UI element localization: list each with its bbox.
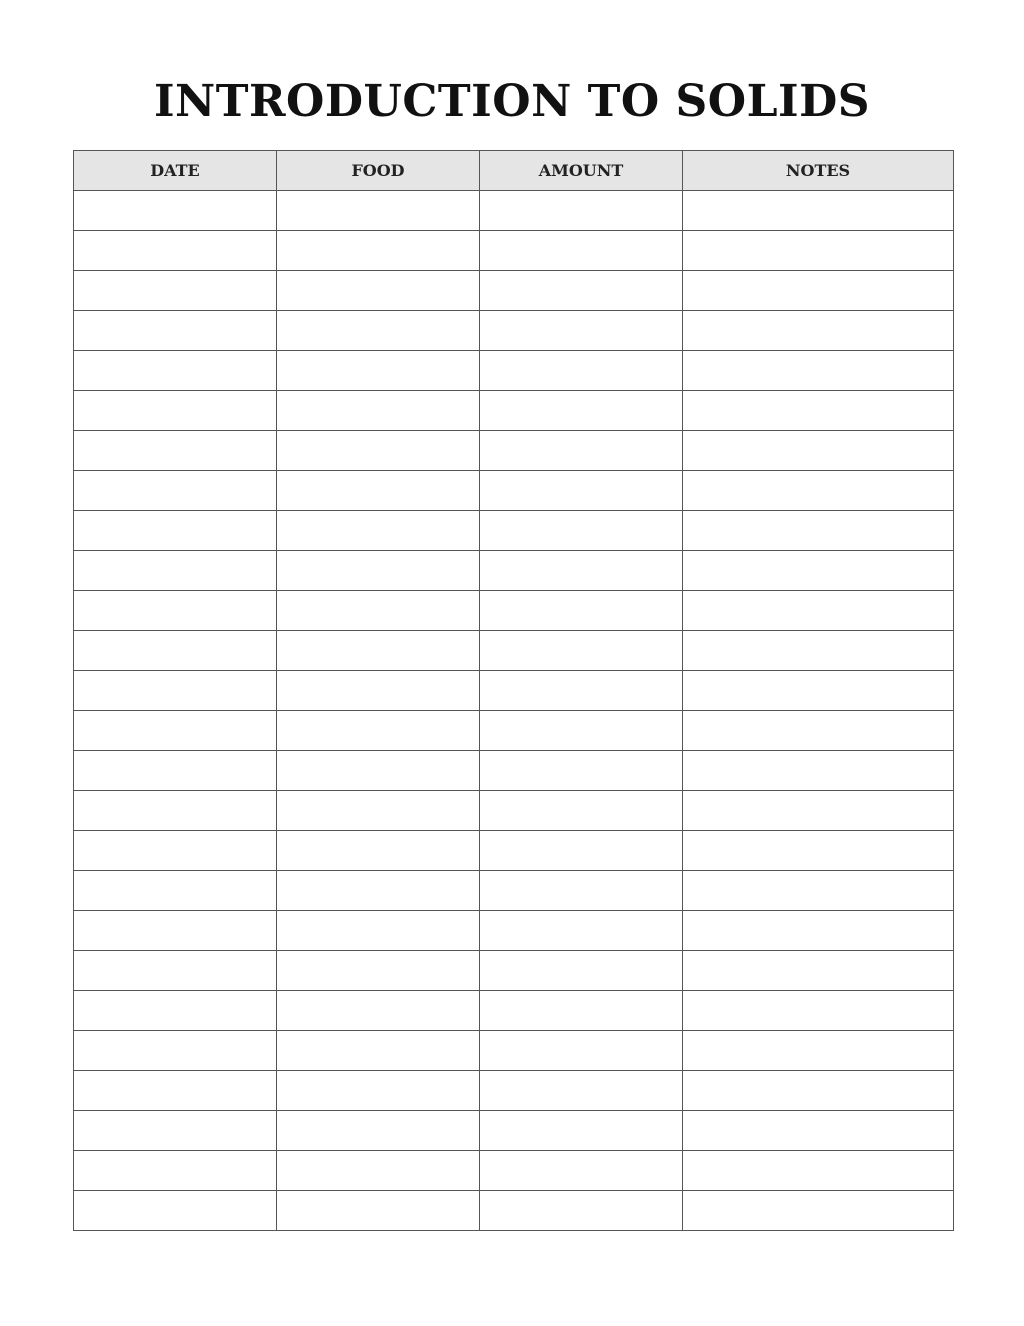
amount-cell[interactable]: [480, 1151, 683, 1191]
notes-cell[interactable]: [683, 551, 954, 591]
date-cell[interactable]: [74, 831, 277, 871]
table-row: [74, 911, 954, 951]
date-cell[interactable]: [74, 911, 277, 951]
food-cell[interactable]: [277, 1111, 480, 1151]
amount-cell[interactable]: [480, 591, 683, 631]
notes-cell[interactable]: [683, 271, 954, 311]
notes-cell[interactable]: [683, 1191, 954, 1231]
table-row: [74, 751, 954, 791]
column-header-date: DATE: [74, 151, 277, 191]
date-cell[interactable]: [74, 631, 277, 671]
amount-cell[interactable]: [480, 231, 683, 271]
date-cell[interactable]: [74, 271, 277, 311]
table-row: [74, 1191, 954, 1231]
table-row: [74, 311, 954, 351]
notes-cell[interactable]: [683, 631, 954, 671]
amount-cell[interactable]: [480, 871, 683, 911]
table-row: [74, 631, 954, 671]
notes-cell[interactable]: [683, 871, 954, 911]
column-header-notes: NOTES: [683, 151, 954, 191]
table-row: [74, 591, 954, 631]
amount-cell[interactable]: [480, 551, 683, 591]
notes-cell[interactable]: [683, 1151, 954, 1191]
food-cell[interactable]: [277, 431, 480, 471]
table-row: [74, 711, 954, 751]
food-cell[interactable]: [277, 1031, 480, 1071]
date-cell[interactable]: [74, 471, 277, 511]
notes-cell[interactable]: [683, 951, 954, 991]
notes-cell[interactable]: [683, 911, 954, 951]
amount-cell[interactable]: [480, 431, 683, 471]
amount-cell[interactable]: [480, 511, 683, 551]
notes-cell[interactable]: [683, 191, 954, 231]
notes-cell[interactable]: [683, 671, 954, 711]
food-cell[interactable]: [277, 631, 480, 671]
date-cell[interactable]: [74, 311, 277, 351]
date-cell[interactable]: [74, 191, 277, 231]
food-cell[interactable]: [277, 751, 480, 791]
date-cell[interactable]: [74, 1111, 277, 1151]
food-cell[interactable]: [277, 471, 480, 511]
date-cell[interactable]: [74, 991, 277, 1031]
food-cell[interactable]: [277, 711, 480, 751]
amount-cell[interactable]: [480, 351, 683, 391]
table-row: [74, 391, 954, 431]
notes-cell[interactable]: [683, 511, 954, 551]
date-cell[interactable]: [74, 951, 277, 991]
amount-cell[interactable]: [480, 191, 683, 231]
date-cell[interactable]: [74, 351, 277, 391]
amount-cell[interactable]: [480, 631, 683, 671]
amount-cell[interactable]: [480, 311, 683, 351]
date-cell[interactable]: [74, 1071, 277, 1111]
food-cell[interactable]: [277, 191, 480, 231]
food-cell[interactable]: [277, 791, 480, 831]
table-row: [74, 191, 954, 231]
amount-cell[interactable]: [480, 391, 683, 431]
column-header-amount: AMOUNT: [480, 151, 683, 191]
notes-cell[interactable]: [683, 591, 954, 631]
food-cell[interactable]: [277, 911, 480, 951]
amount-cell[interactable]: [480, 471, 683, 511]
notes-cell[interactable]: [683, 1031, 954, 1071]
date-cell[interactable]: [74, 551, 277, 591]
notes-cell[interactable]: [683, 991, 954, 1031]
table-row: [74, 951, 954, 991]
table-row: [74, 871, 954, 911]
food-cell[interactable]: [277, 551, 480, 591]
table-row: [74, 551, 954, 591]
date-cell[interactable]: [74, 591, 277, 631]
amount-cell[interactable]: [480, 1071, 683, 1111]
table-body: [74, 191, 954, 1231]
notes-cell[interactable]: [683, 751, 954, 791]
amount-cell[interactable]: [480, 1111, 683, 1151]
food-cell[interactable]: [277, 671, 480, 711]
solids-log-table: [73, 150, 954, 1231]
food-cell[interactable]: [277, 951, 480, 991]
date-cell[interactable]: [74, 1151, 277, 1191]
notes-cell[interactable]: [683, 471, 954, 511]
table-row: [74, 271, 954, 311]
amount-cell[interactable]: [480, 671, 683, 711]
notes-cell[interactable]: [683, 351, 954, 391]
notes-cell[interactable]: [683, 791, 954, 831]
notes-cell[interactable]: [683, 231, 954, 271]
notes-cell[interactable]: [683, 391, 954, 431]
table-row: [74, 511, 954, 551]
table-row: [74, 1151, 954, 1191]
table-row: [74, 831, 954, 871]
date-cell[interactable]: [74, 1031, 277, 1071]
food-cell[interactable]: [277, 311, 480, 351]
food-cell[interactable]: [277, 591, 480, 631]
food-cell[interactable]: [277, 1191, 480, 1231]
amount-cell[interactable]: [480, 791, 683, 831]
date-cell[interactable]: [74, 711, 277, 751]
page-title: INTRODUCTION TO SOLIDS: [153, 76, 871, 127]
food-cell[interactable]: [277, 831, 480, 871]
amount-cell[interactable]: [480, 951, 683, 991]
table-row: [74, 351, 954, 391]
table-row: [74, 671, 954, 711]
food-cell[interactable]: [277, 391, 480, 431]
notes-cell[interactable]: [683, 831, 954, 871]
date-cell[interactable]: [74, 791, 277, 831]
date-cell[interactable]: [74, 431, 277, 471]
food-cell[interactable]: [277, 1151, 480, 1191]
food-cell[interactable]: [277, 271, 480, 311]
table-row: [74, 991, 954, 1031]
table-header-row: [74, 151, 954, 191]
food-cell[interactable]: [277, 1071, 480, 1111]
date-cell[interactable]: [74, 671, 277, 711]
food-cell[interactable]: [277, 231, 480, 271]
column-header-food: FOOD: [277, 151, 480, 191]
amount-cell[interactable]: [480, 1191, 683, 1231]
food-cell[interactable]: [277, 991, 480, 1031]
date-cell[interactable]: [74, 391, 277, 431]
food-cell[interactable]: [277, 871, 480, 911]
date-cell[interactable]: [74, 1191, 277, 1231]
table-row: [74, 1071, 954, 1111]
date-cell[interactable]: [74, 231, 277, 271]
date-cell[interactable]: [74, 511, 277, 551]
notes-cell[interactable]: [683, 1111, 954, 1151]
notes-cell[interactable]: [683, 311, 954, 351]
date-cell[interactable]: [74, 751, 277, 791]
amount-cell[interactable]: [480, 751, 683, 791]
notes-cell[interactable]: [683, 1071, 954, 1111]
table-row: [74, 1031, 954, 1071]
table-row: [74, 471, 954, 511]
amount-cell[interactable]: [480, 831, 683, 871]
amount-cell[interactable]: [480, 991, 683, 1031]
amount-cell[interactable]: [480, 711, 683, 751]
notes-cell[interactable]: [683, 711, 954, 751]
table-row: [74, 791, 954, 831]
food-cell[interactable]: [277, 351, 480, 391]
amount-cell[interactable]: [480, 911, 683, 951]
table-row: [74, 231, 954, 271]
amount-cell[interactable]: [480, 271, 683, 311]
amount-cell[interactable]: [480, 1031, 683, 1071]
date-cell[interactable]: [74, 871, 277, 911]
food-cell[interactable]: [277, 511, 480, 551]
notes-cell[interactable]: [683, 431, 954, 471]
table-row: [74, 1111, 954, 1151]
table-row: [74, 431, 954, 471]
